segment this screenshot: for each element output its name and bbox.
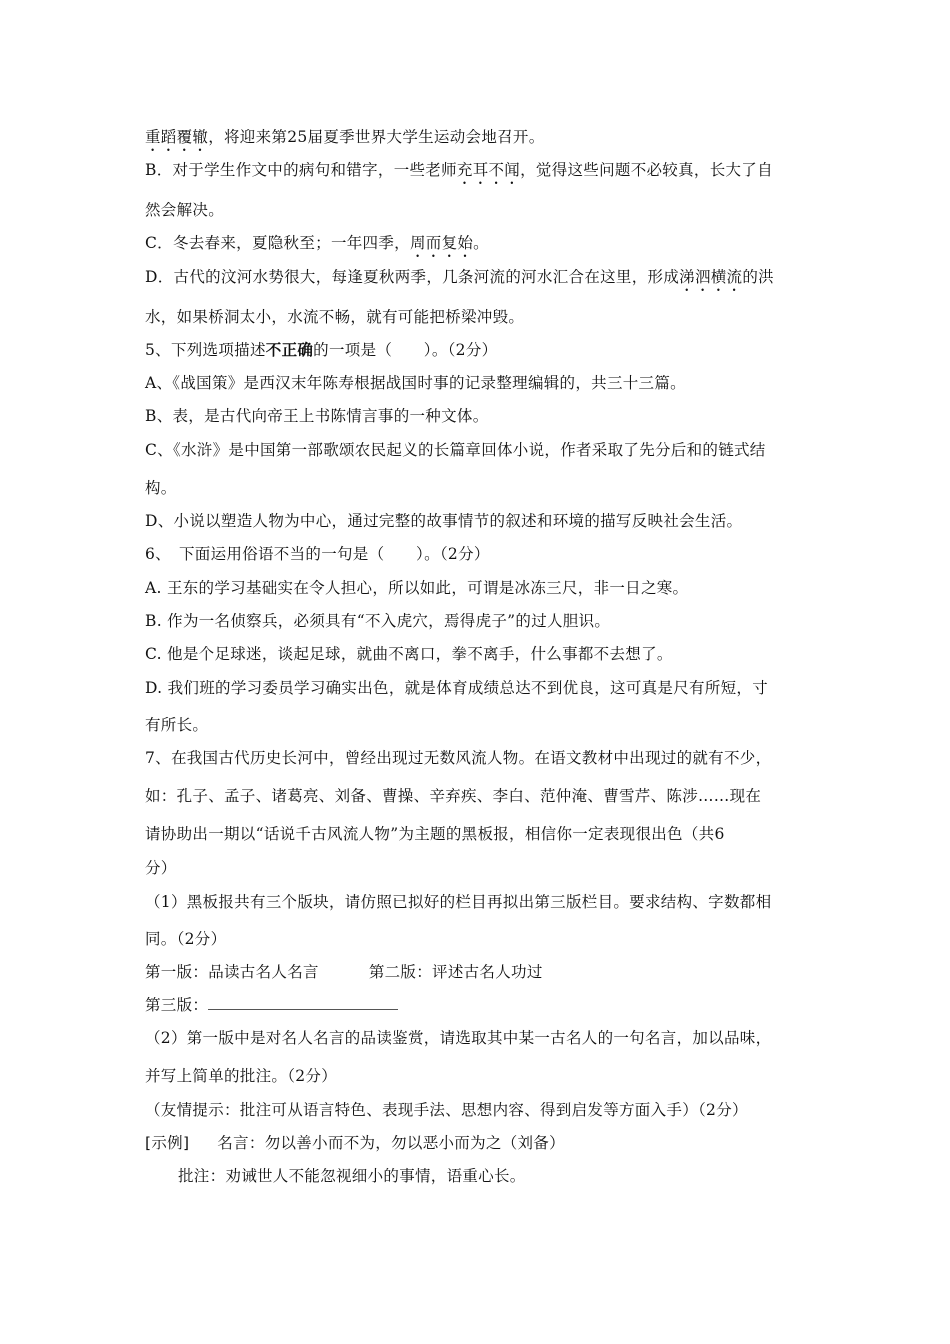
q7-part1: （1）黑板报共有三个版块，请仿照已拟好的栏目再拟出第三版栏目。要求结构、字数都相	[145, 893, 772, 911]
example-line	[145, 1133, 565, 1153]
board-column-2: 第二版：评述古名人功过	[368, 963, 543, 981]
q5-option-c-cont: 构。	[145, 479, 177, 497]
board-columns	[145, 962, 543, 982]
q6-option-d: D. 我们班的学习委员学习确实出色，就是体育成绩总达不到优良，这可真是尺有所短，寸	[145, 679, 769, 697]
question-6: 6、 下面运用俗语不当的一句是（ ）。（2分）	[145, 545, 490, 563]
q5-option-c: C、《水浒》是中国第一部歌颂农民起义的长篇章回体小说，作者采取了先分后和的链式结	[145, 441, 766, 459]
option-d-cont: 水，如果桥洞太小，水流不畅，就有可能把桥梁冲毁。	[145, 308, 525, 326]
emphasized-idiom: 充耳不闻	[456, 161, 521, 179]
friendly-hint: （友情提示：批注可从语言特色、表现手法、思想内容、得到启发等方面入手）（2分）	[145, 1101, 748, 1119]
q6-option-b: B. 作为一名侦察兵，必须具有“不入虎穴，焉得虎子”的过人胆识。	[145, 612, 611, 630]
line-1: 重蹈覆辙，将迎来第25届夏季世界大学生运动会地召开。	[145, 128, 545, 146]
emphasis-not-correct: 不正确	[265, 341, 314, 359]
q7-part2-cont: 并写上简单的批注。（2分）	[145, 1067, 338, 1085]
question-7-line2: 如：孔子、孟子、诸葛亮、刘备、曹操、辛弃疾、李白、范仲淹、曹雪芹、陈涉……现在	[145, 787, 762, 805]
q6-option-c: C. 他是个足球迷，谈起足球，就曲不离口，拳不离手，什么事都不去想了。	[145, 645, 673, 663]
example-annotation: 批注：劝诫世人不能忽视细小的事情，语重心长。	[178, 1167, 526, 1185]
example-tag: [示例]	[145, 1134, 190, 1152]
q5-option-b: B、表，是古代向帝王上书陈情言事的一种文体。	[145, 407, 489, 425]
q6-option-a: A. 王东的学习基础实在令人担心，所以如此，可谓是冰冻三尺，非一日之寒。	[145, 579, 689, 597]
question-7-line3: 请协助出一期以“话说千古风流人物”为主题的黑板报，相信你一定表现很出色（共6	[145, 825, 725, 843]
answer-blank[interactable]	[208, 995, 398, 1010]
q7-part1-cont: 同。（2分）	[145, 930, 227, 948]
q5-option-d: D、小说以塑造人物为中心，通过完整的故事情节的叙述和环境的描写反映社会生活。	[145, 512, 743, 530]
option-c-line: C．冬去春来，夏隐秋至；一年四季，周而复始。	[145, 234, 489, 252]
q6-option-d-cont: 有所长。	[145, 716, 209, 734]
option-d-line: D．古代的汶河水势很大，每逢夏秋两季，几条河流的河水汇合在这里，形成涕泗横流的洪	[145, 268, 774, 286]
question-7: 7、在我国古代历史长河中，曾经出现过无数风流人物。在语文教材中出现过的就有不少，	[145, 749, 772, 767]
option-b-cont: 然会解决。	[145, 201, 225, 219]
example-quote: 名言：勿以善小而不为，勿以恶小而为之（刘备）	[217, 1134, 565, 1152]
emphasized-idiom: 涕泗横流	[679, 268, 743, 286]
q7-part2: （2）第一版中是对名人名言的品读鉴赏，请选取其中某一古名人的一句名言，加以品味，	[145, 1029, 772, 1047]
question-5: 5、下列选项描述不正确的一项是（ ）。（2分）	[145, 341, 498, 359]
board-column-3: 第三版：	[145, 995, 398, 1015]
question-7-line4: 分）	[145, 859, 177, 877]
board-column-1: 第一版：品读古名人名言	[145, 963, 319, 981]
emphasized-idiom: 周而复始	[409, 234, 474, 252]
option-b-line: B．对于学生作文中的病句和错字，一些老师充耳不闻，觉得这些问题不必较真，长大了自	[145, 161, 773, 179]
q5-option-a: A、《战国策》是西汉末年陈寿根据战国时事的记录整理编辑的，共三十三篇。	[145, 374, 686, 392]
emphasized-idiom: 重蹈覆辙	[145, 128, 209, 146]
